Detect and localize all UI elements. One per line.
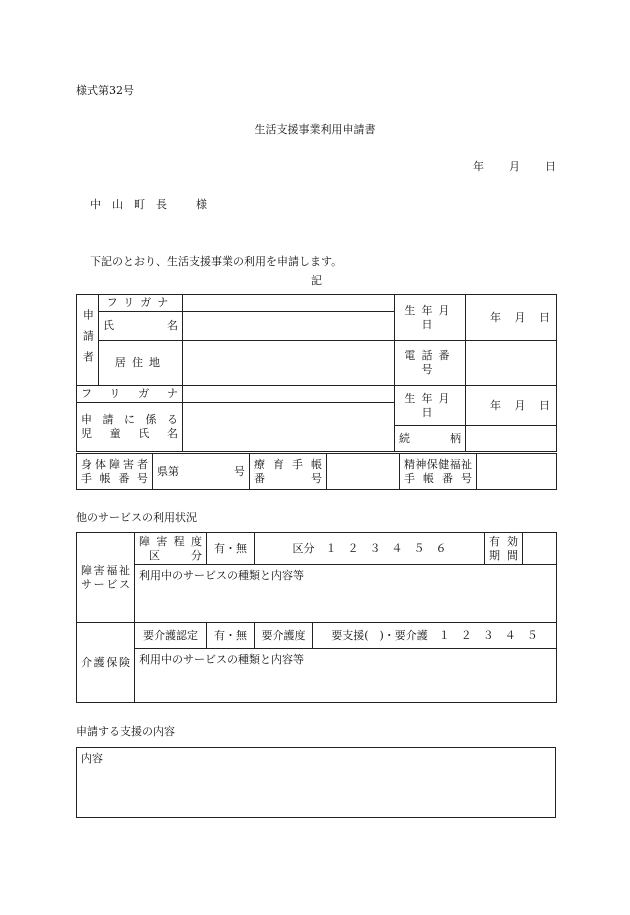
addressee-name: 中 山 町 長: [90, 198, 167, 211]
ki-mark: 記: [311, 274, 322, 287]
applicant-table: [76, 294, 557, 452]
validity-field[interactable]: [523, 533, 557, 565]
disability-yes-no[interactable]: 有・無: [207, 533, 255, 565]
applicant-furigana-field[interactable]: [183, 295, 395, 312]
child-furigana-label: フリガナ: [77, 386, 183, 403]
physical-handbook-label: 身体障害者 手帳番号: [77, 454, 153, 490]
disability-welfare-label: 障害福祉 サービス: [77, 533, 135, 623]
applicant-address-label: 居住地: [99, 341, 183, 386]
care-cert-label: 要介護認定: [135, 623, 207, 649]
other-services-table: [76, 532, 557, 703]
handbook-table: [76, 453, 557, 490]
child-name-label: 申請に係る 児童氏名: [77, 403, 183, 452]
disability-content-field[interactable]: 利用中のサービスの種類と内容等: [135, 565, 557, 623]
child-birthdate-label: 生年月日: [395, 386, 466, 426]
care-yes-no[interactable]: 有・無: [207, 623, 255, 649]
ryoiku-handbook-field[interactable]: [327, 454, 400, 490]
intro-text: 下記のとおり、生活支援事業の利用を申請します。: [90, 255, 343, 268]
support-content-field[interactable]: 内容: [77, 748, 556, 818]
other-services-heading: 他のサービスの利用状況: [76, 511, 197, 524]
addressee-honorific: 様: [196, 198, 207, 211]
care-content-field[interactable]: 利用中のサービスの種類と内容等: [135, 649, 557, 703]
applicant-phone-label: 電話番号: [395, 341, 466, 386]
applicant-name-label: 氏名: [99, 312, 183, 341]
support-heading: 申請する支援の内容: [76, 725, 175, 738]
form-number: 様式第32号: [76, 84, 134, 97]
applicant-furigana-label: フリガナ: [99, 295, 183, 312]
child-relation-label: 続柄: [395, 426, 466, 452]
applicant-birthdate-field[interactable]: 年 月 日: [466, 295, 557, 341]
physical-handbook-field[interactable]: 県第 号: [153, 454, 250, 490]
child-birthdate-field[interactable]: 年 月 日: [466, 386, 557, 426]
care-insurance-label: 介護保険: [77, 623, 135, 703]
child-furigana-field[interactable]: [183, 386, 395, 403]
applicant-group-label: 申請者: [77, 295, 99, 386]
child-name-field[interactable]: [183, 403, 395, 452]
child-relation-field[interactable]: [466, 426, 557, 452]
applicant-birthdate-label: 生年月日: [395, 295, 466, 341]
date-day: 日: [545, 160, 556, 173]
applicant-name-field[interactable]: [183, 312, 395, 341]
disability-category-selector[interactable]: 区分 １ ２ ３ ４ ５ ６: [255, 533, 485, 565]
disability-degree-label: 障害程度 区分: [135, 533, 207, 565]
date-month: 月: [509, 160, 520, 173]
support-table: [76, 747, 556, 818]
date-year: 年: [473, 160, 484, 173]
page-title: 生活支援事業利用申請書: [254, 123, 376, 136]
care-level-selector[interactable]: 要支援( )・要介護 １ ２ ３ ４ ５: [313, 623, 557, 649]
ryoiku-handbook-label: 療育手帳 番号: [250, 454, 327, 490]
applicant-address-field[interactable]: [183, 341, 395, 386]
care-level-label: 要介護度: [255, 623, 313, 649]
applicant-phone-field[interactable]: [466, 341, 557, 386]
mental-handbook-field[interactable]: [477, 454, 557, 490]
validity-label: 有効 期間: [485, 533, 523, 565]
mental-handbook-label: 精神保健福祉 手帳番号: [400, 454, 477, 490]
